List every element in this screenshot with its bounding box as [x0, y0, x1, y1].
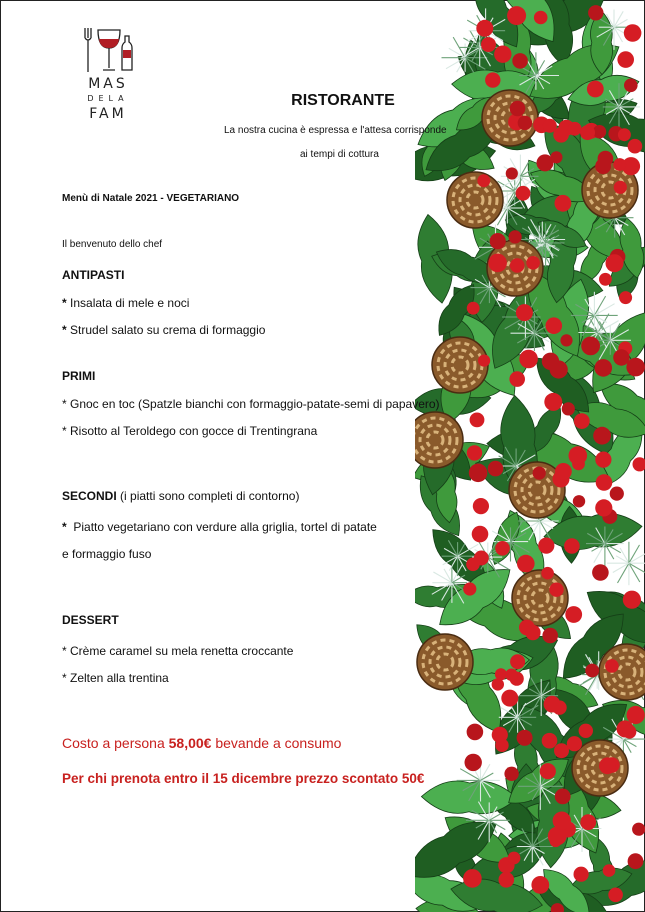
red-berry — [542, 628, 558, 644]
red-berry — [593, 427, 611, 445]
red-berry — [504, 767, 518, 781]
red-berry — [592, 564, 609, 581]
pine-cone — [432, 337, 488, 393]
red-berry — [488, 254, 507, 273]
section-heading-antipasti: ANTIPASTI — [62, 268, 125, 282]
pine-needle — [629, 563, 645, 574]
red-berry — [476, 20, 493, 37]
red-berry — [608, 888, 623, 903]
red-berry — [470, 413, 485, 428]
red-berry — [525, 625, 540, 640]
red-berry — [627, 706, 645, 724]
red-berry — [619, 291, 632, 304]
red-berry — [473, 498, 489, 514]
red-berry — [554, 743, 569, 758]
menu-item: * Gnoc en toc (Spatzle bianchi con formaggio-patate-semi di papavero) — [62, 397, 440, 411]
red-berry — [588, 5, 603, 20]
red-berry — [565, 606, 582, 623]
red-berry — [614, 181, 627, 194]
red-berry — [505, 669, 518, 682]
logo-text-line3: FAM — [89, 106, 127, 122]
red-berry — [617, 51, 634, 68]
red-berry — [623, 591, 641, 609]
red-berry — [603, 864, 616, 877]
pine-cone — [417, 634, 473, 690]
red-berry — [580, 125, 595, 140]
red-berry — [531, 876, 549, 894]
red-berry — [510, 101, 526, 117]
red-berry — [467, 724, 484, 741]
red-berry — [507, 6, 526, 25]
pine-cone — [512, 570, 568, 626]
red-berry — [537, 154, 554, 171]
intro-text-line2: ai tempi di cottura — [300, 149, 379, 160]
red-berry — [628, 853, 644, 869]
red-berry — [555, 463, 572, 480]
red-berry — [567, 736, 582, 751]
red-berry — [477, 174, 490, 187]
red-berry — [490, 233, 506, 249]
section-heading-secondi: SECONDI (i piatti sono completi di contorno) — [62, 489, 300, 503]
red-berry — [562, 402, 575, 415]
menu-item: * Insalata di mele e noci — [62, 296, 190, 310]
section-heading-dessert: DESSERT — [62, 613, 119, 627]
menu-item: * Piatto vegetariano con verdure alla griglia, tortel di patate — [62, 520, 377, 534]
red-berry — [626, 358, 645, 377]
logo-text-line2: DELA — [87, 94, 129, 103]
red-berry — [494, 46, 511, 63]
red-berry — [606, 254, 624, 272]
red-berry — [599, 757, 616, 774]
menu-title: Menù di Natale 2021 - VEGETARIANO — [62, 193, 240, 204]
red-berry — [501, 690, 518, 707]
menu-item: * Crème caramel su mela renetta croccante — [62, 644, 294, 658]
red-berry — [623, 725, 637, 739]
section-heading-primi: PRIMI — [62, 369, 96, 383]
red-berry — [510, 654, 525, 669]
red-berry — [549, 583, 563, 597]
red-berry — [499, 872, 515, 888]
red-berry — [569, 446, 588, 465]
red-berry — [465, 754, 482, 771]
red-berry — [598, 151, 614, 167]
restaurant-logo — [78, 26, 138, 126]
menu-item-continued: e formaggio fuso — [62, 547, 152, 561]
red-berry — [469, 464, 488, 483]
red-berry — [542, 733, 558, 749]
red-berry — [595, 499, 612, 516]
red-berry — [519, 350, 538, 369]
menu-item: * Strudel salato su crema di formaggio — [62, 323, 266, 337]
red-berry — [610, 487, 624, 501]
red-berry — [495, 541, 510, 556]
red-berry — [595, 359, 613, 377]
red-berry — [574, 413, 590, 429]
red-berry — [599, 273, 612, 286]
red-berry — [550, 360, 568, 378]
red-berry — [478, 355, 490, 367]
pine-cone-body — [417, 634, 473, 690]
red-berry — [553, 812, 571, 830]
red-berry — [544, 696, 561, 713]
red-berry — [534, 11, 548, 25]
red-berry — [596, 474, 613, 491]
red-berry — [544, 393, 562, 411]
logo-text-line1: MAS — [88, 76, 128, 92]
red-berry — [564, 538, 580, 554]
red-berry — [632, 823, 645, 836]
discount-offer: Per chi prenota entro il 15 dicembre prezzo scontato 50€ — [62, 771, 425, 786]
pine-cone-body — [432, 337, 488, 393]
red-berry — [509, 230, 522, 243]
red-berry — [517, 555, 535, 573]
red-berry — [512, 53, 528, 69]
red-berry — [580, 814, 596, 830]
red-berry — [472, 526, 489, 543]
red-berry — [579, 724, 593, 738]
welcome-text: Il benvenuto dello chef — [62, 239, 163, 250]
red-berry — [613, 349, 629, 365]
red-berry — [555, 195, 572, 212]
red-berry — [516, 304, 533, 321]
menu-item: * Risotto al Teroldego con gocce di Trentingrana — [62, 424, 318, 438]
red-berry — [555, 789, 571, 805]
red-berry — [481, 37, 496, 52]
red-berry — [581, 337, 600, 356]
red-berry — [526, 256, 540, 270]
red-berry — [517, 730, 533, 746]
red-berry — [560, 334, 572, 346]
red-berry — [488, 461, 504, 477]
red-berry — [624, 24, 642, 42]
red-berry — [573, 495, 585, 507]
red-berry — [605, 659, 619, 673]
red-berry — [546, 317, 563, 334]
red-berry — [574, 867, 589, 882]
red-berry — [595, 452, 611, 468]
red-berry — [510, 258, 525, 273]
red-berry — [541, 567, 554, 580]
red-berry — [506, 167, 518, 179]
red-berry — [587, 81, 604, 98]
pine-cone-body — [447, 172, 503, 228]
price-per-person: Costo a persona 58,00€ bevande a consumo — [62, 735, 342, 751]
red-berry — [463, 582, 476, 595]
red-berry — [518, 116, 532, 130]
intro-text-line1: La nostra cucina è espressa e l'attesa corrisponde — [224, 125, 447, 136]
pine-cone — [415, 412, 463, 468]
red-berry — [467, 445, 482, 460]
red-berry — [516, 186, 531, 201]
red-berry — [509, 371, 525, 387]
red-berry — [540, 763, 556, 779]
red-berry — [568, 122, 582, 136]
holly-garland-decoration — [415, 0, 645, 912]
red-berry — [633, 457, 645, 471]
red-berry — [467, 302, 480, 315]
red-berry — [538, 538, 554, 554]
red-berry — [495, 668, 507, 680]
pine-cone — [447, 172, 503, 228]
red-berry — [463, 869, 482, 888]
red-berry — [628, 139, 643, 154]
pine-cone-body — [512, 570, 568, 626]
page-title: RISTORANTE — [291, 92, 395, 109]
red-berry — [485, 72, 500, 87]
red-berry — [624, 79, 638, 93]
red-berry — [585, 664, 599, 678]
red-berry — [466, 558, 480, 572]
pine-needle — [629, 552, 645, 563]
red-berry — [613, 158, 626, 171]
menu-item: * Zelten alla trentina — [62, 671, 169, 685]
red-berry — [508, 852, 521, 865]
cutlery-wine-logo-icon — [81, 26, 135, 74]
red-berry — [533, 467, 546, 480]
red-berry — [618, 128, 631, 141]
red-berry — [492, 727, 508, 743]
